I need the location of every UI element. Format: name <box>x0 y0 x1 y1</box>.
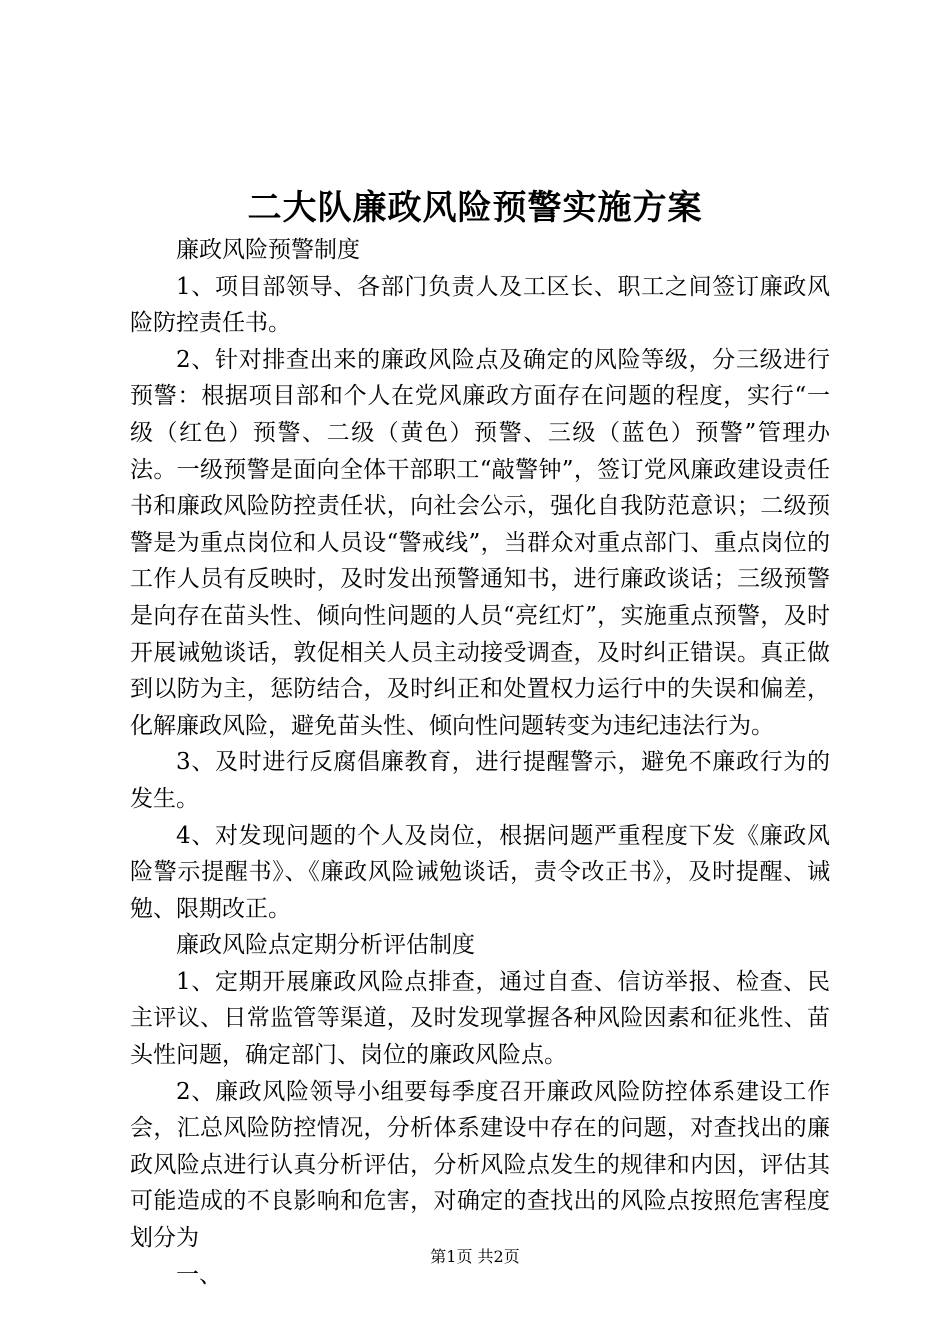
paragraph: 一、 <box>176 1261 222 1288</box>
document-title: 二大队廉政风险预警实施方案 <box>247 188 703 228</box>
section-heading: 廉政风险点定期分析评估制度 <box>176 932 475 959</box>
paragraph: 2、廉政风险领导小组要每季度召开廉政风险防控体系建设工作会，汇总风险防控情况，分析体系建设中存在的问题，对查找出的廉政风险点进行认真分析评估，分析风险点发生的规律和内因，评估其可能造成的不良影响和危害，对确定的查找出的风险点按照危害程度划分为 <box>130 1078 830 1252</box>
paragraph: 2、针对排查出来的廉政风险点及确定的风险等级，分三级进行预警：根据项目部和个人在党风廉政方面存在问题的程度，实行“一级（红色）预警、二级（黄色）预警、三级（蓝色）预警”管理办法。一级预警是面向全体干部职工“敲警钟”，签订党风廉政建设责任书和廉政风险防控责任状，向社会公示，强化自我防范意识；二级预警是为重点岗位和人员设“警戒线”，当群众对重点部门、重点岗位的工作人员有反映时，及时发出预警通知书，进行廉政谈话；三级预警是向存在苗头性、倾向性问题的人员“亮红灯”，实施重点预警，及时开展诫勉谈话，敦促相关人员主动接受调查，及时纠正错误。真正做到以防为主，惩防结合，及时纠正和处置权力运行中的失误和偏差，化解廉政风险，避免苗头性、倾向性问题转变为违纪违法行为。 <box>130 346 830 739</box>
document-body <box>130 232 830 1293</box>
page-footer: 第1页 共2页 <box>430 1247 520 1266</box>
paragraph: 1、项目部领导、各部门负责人及工区长、职工之间签订廉政风险防控责任书。 <box>130 273 830 337</box>
paragraph: 1、定期开展廉政风险点排查，通过自查、信访举报、检查、民主评议、日常监管等渠道，及时发现掌握各种风险因素和征兆性、苗头性问题，确定部门、岗位的廉政风险点。 <box>130 968 830 1069</box>
paragraph: 4、对发现问题的个人及岗位，根据问题严重程度下发《廉政风险警示提醒书》、《廉政风险诫勉谈话，责令改正书》，及时提醒、诫勉、限期改正。 <box>130 822 830 922</box>
section-heading: 廉政风险预警制度 <box>176 237 360 263</box>
paragraph: 3、及时进行反腐倡廉教育，进行提醒警示，避免不廉政行为的发生。 <box>130 749 830 812</box>
